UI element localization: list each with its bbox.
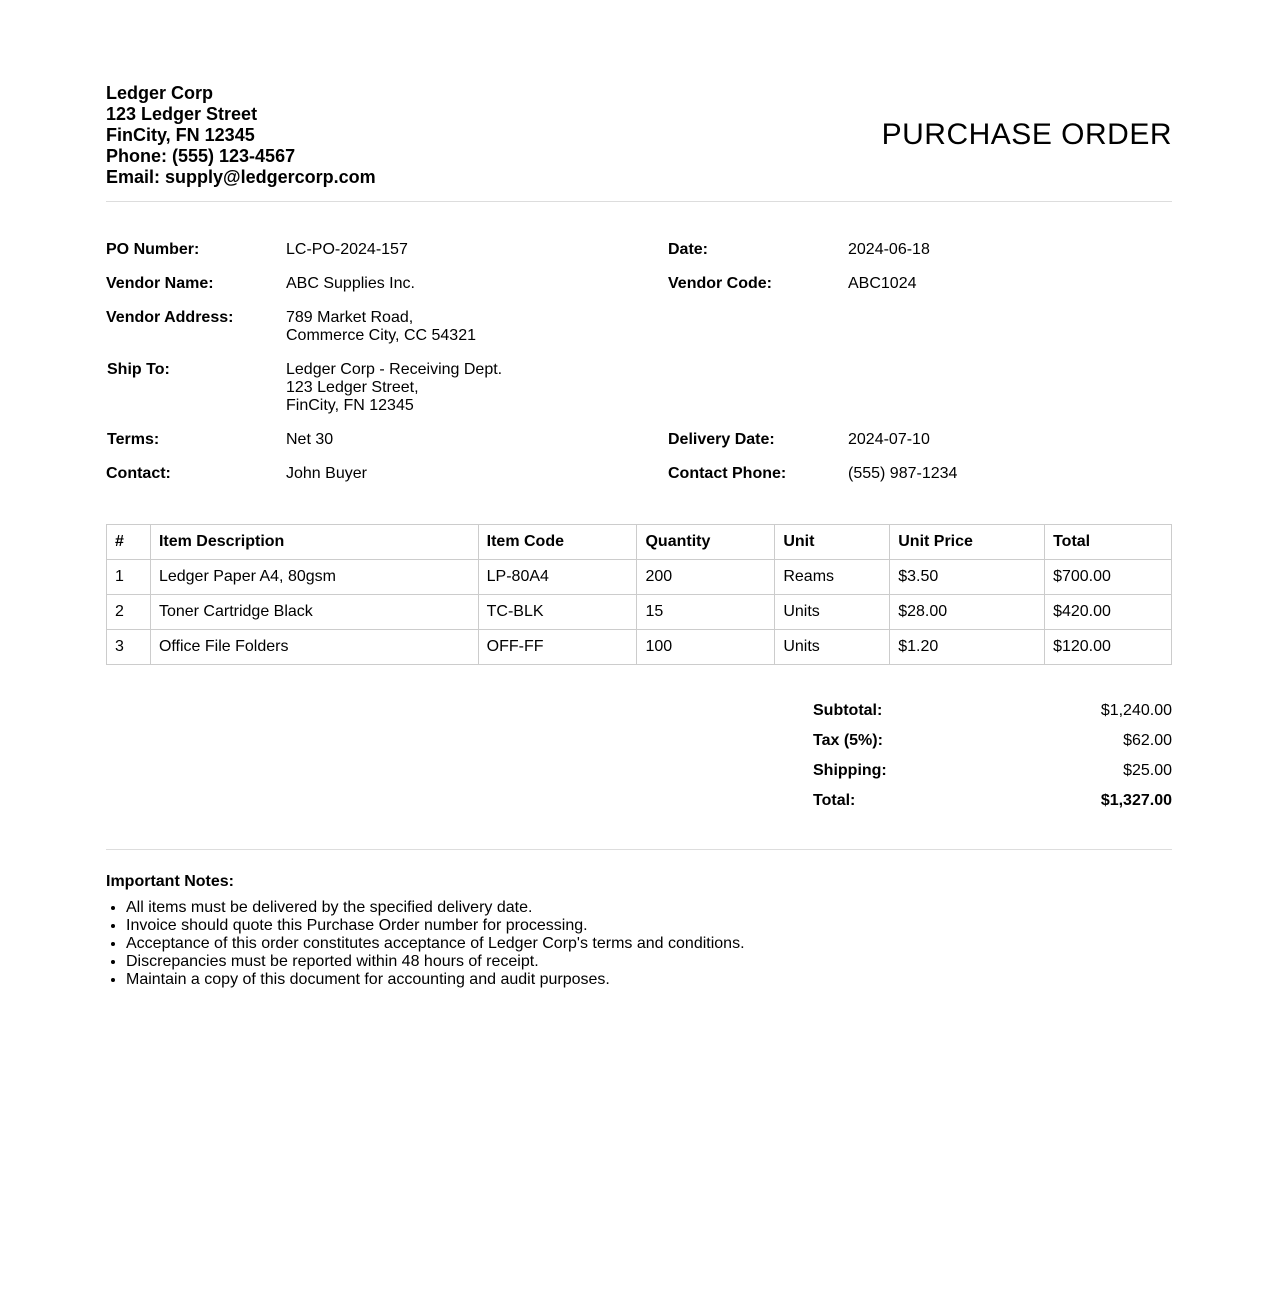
table-cell: $120.00 [1045, 630, 1172, 665]
ship-to-line: FinCity, FN 12345 [286, 397, 414, 414]
header-divider [106, 201, 1172, 202]
company-email: Email: supply@ledgercorp.com [106, 167, 376, 187]
table-cell: $420.00 [1045, 595, 1172, 630]
column-header: Unit [775, 525, 890, 560]
table-cell: Office File Folders [150, 630, 478, 665]
vendor-name-value: ABC Supplies Inc. [286, 275, 415, 292]
table-cell: OFF-FF [478, 630, 637, 665]
delivery-date-label: Delivery Date: [668, 431, 775, 448]
vendor-name-label: Vendor Name: [106, 275, 214, 292]
contact-label: Contact: [106, 465, 171, 482]
table-cell: $700.00 [1045, 560, 1172, 595]
vendor-address-value [286, 309, 476, 345]
column-header: Total [1045, 525, 1172, 560]
table-cell: Toner Cartridge Black [150, 595, 478, 630]
company-name: Ledger Corp [106, 83, 214, 103]
company-address-block [106, 83, 376, 188]
table-cell: 15 [637, 595, 775, 630]
list-item: • Maintain a copy of this document for accounting and audit purposes. [126, 971, 745, 989]
company-phone: Phone: (555) 123-4567 [106, 146, 296, 166]
table-cell: 3 [107, 630, 151, 665]
vendor-code-label: Vendor Code: [668, 275, 773, 292]
table-cell: 100 [637, 630, 775, 665]
list-item: • Discrepancies must be reported within 48 hours of receipt. [126, 953, 745, 971]
contact-phone-label: Contact Phone: [668, 465, 787, 482]
vendor-address-label: Vendor Address: [106, 309, 234, 326]
table-cell: LP-80A4 [478, 560, 637, 595]
list-item: • Invoice should quote this Purchase Order number for processing. [126, 917, 745, 935]
date-value: 2024-06-18 [848, 241, 930, 258]
shipping-value: $25.00 [1123, 762, 1172, 779]
contact-phone-value: (555) 987-1234 [848, 465, 958, 482]
document-title: PURCHASE ORDER [881, 118, 1172, 151]
notes-list [106, 899, 745, 989]
shipping-row [813, 762, 1172, 782]
column-header: Item Code [478, 525, 637, 560]
shipping-label: Shipping: [813, 762, 887, 779]
table-cell: Units [775, 595, 890, 630]
vendor-address-line: Commerce City, CC 54321 [286, 327, 476, 344]
subtotal-row [813, 702, 1172, 722]
table-cell: 1 [107, 560, 151, 595]
line-items-table [106, 524, 1172, 665]
table-cell: 200 [637, 560, 775, 595]
tax-value: $62.00 [1123, 732, 1172, 749]
company-street: 123 Ledger Street [106, 104, 258, 124]
terms-value: Net 30 [286, 431, 334, 448]
table-cell: $3.50 [890, 560, 1045, 595]
date-label: Date: [668, 241, 709, 258]
vendor-address-line: 789 Market Road, [286, 309, 414, 326]
notes-divider [106, 849, 1172, 850]
vendor-code-value: ABC1024 [848, 275, 917, 292]
column-header: Quantity [637, 525, 775, 560]
table-cell: $28.00 [890, 595, 1045, 630]
tax-row [813, 732, 1172, 752]
terms-label: Terms: [107, 431, 160, 448]
table-cell: Units [775, 630, 890, 665]
grand-total-row [813, 792, 1172, 812]
subtotal-label: Subtotal: [813, 702, 883, 719]
table-cell: Reams [775, 560, 890, 595]
table-cell: Ledger Paper A4, 80gsm [150, 560, 478, 595]
grand-total-value: $1,327.00 [1100, 792, 1172, 809]
ship-to-line: Ledger Corp - Receiving Dept. [286, 361, 503, 378]
table-cell: $1.20 [890, 630, 1045, 665]
company-city: FinCity, FN 12345 [106, 125, 255, 145]
table-header-row [107, 525, 1172, 560]
notes-title: Important Notes: [106, 873, 234, 890]
table-row [107, 560, 1172, 595]
grand-total-label: Total: [813, 792, 856, 809]
table-row [107, 595, 1172, 630]
list-item: • Acceptance of this order constitutes acceptance of Ledger Corp's terms and conditions. [126, 935, 745, 953]
subtotal-value: $1,240.00 [1100, 702, 1172, 719]
ship-to-value [286, 361, 502, 415]
po-number-value: LC-PO-2024-157 [286, 241, 408, 258]
contact-value: John Buyer [286, 465, 367, 482]
table-row [107, 630, 1172, 665]
table-cell: 2 [107, 595, 151, 630]
po-number-label: PO Number: [106, 241, 200, 258]
ship-to-label: Ship To: [107, 361, 170, 378]
column-header: Item Description [150, 525, 478, 560]
tax-label: Tax (5%): [813, 732, 883, 749]
delivery-date-value: 2024-07-10 [848, 431, 930, 448]
ship-to-line: 123 Ledger Street, [286, 379, 419, 396]
list-item: • All items must be delivered by the specified delivery date. [126, 899, 745, 917]
column-header: Unit Price [890, 525, 1045, 560]
table-cell: TC-BLK [478, 595, 637, 630]
column-header: # [107, 525, 151, 560]
